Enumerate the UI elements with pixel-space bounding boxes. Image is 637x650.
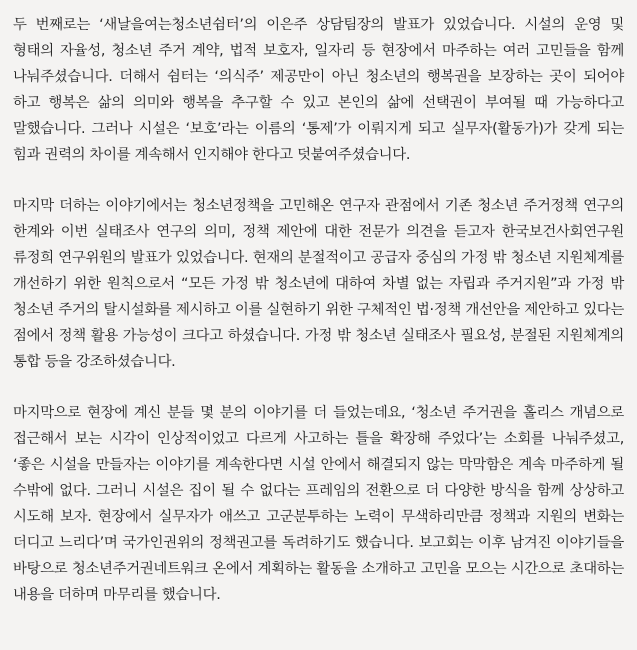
paragraph-second-presentation: 두 번째로는 ‘새날을여는청소년쉼터’의 이은주 상담팀장의 발표가 있었습니다. 시설의 운영 및 형태의 자율성, 청소년 주거 계약, 법적 보호자, 일자리 등 현장에서 마주하는 여러 고민들을 함께 나눠주셨습니다. 더해서 쉼터는 ‘의식주’ 제공만이 아닌 청소년의 행복권을 보장하는 곳이 되어야 하고 행복은 삶의 의미와 행복을 추구할 수 있고 본인의 삶에 선택권이 부여될 때 가능하다고 말했습니다. 그러나 시설은 ‘보호’라는 이름의 ‘통제’가 이뤄지게 되고 실무자(활동가)가 갖게 되는 힘과 권력의 차이를 계속해서 인지해야 한다고 덧붙여주셨습니다. xyxy=(13,17,624,163)
paragraph-closing-remarks: 마지막으로 현장에 계신 분들 몇 분의 이야기를 더 들었는데요, ‘청소년 주거권을 홀리스 개념으로 접근해서 보는 시각이 인상적이었고 다르게 사고하는 틀을 확장해 주었다’는 소회를 나눠주셨고, ‘좋은 시설을 만들자는 이야기를 계속한다면 시설 안에서 해결되지 않는 막막함은 계속 마주하게 될 수밖에 없다. 그러니 시설은 집이 될 수 없다는 프레임의 전환으로 더 다양한 방식을 함께 상상하고 시도해 보자. 현장에서 실무자가 애쓰고 고군분투하는 노력이 무색하리만큼 정책과 지원의 변화는 더디고 느리다’며 국가인권위의 정책권고를 독려하기도 했습니다. 보고회는 이후 남겨진 이야기들을 바탕으로 청소년주거권네트워크 온에서 계획하는 활동을 소개하고 고민을 모으는 시간으로 초대하는 내용을 더하며 마무리를 했습니다. xyxy=(13,405,624,603)
paragraph-researcher-presentation: 마지막 더하는 이야기에서는 청소년정책을 고민해온 연구자 관점에서 기존 청소년 주거정책 연구의 한계와 이번 실태조사 연구의 의미, 정책 제안에 대한 전문가 의견을 듣고자 한국보건사회연구원 류정희 연구위원의 발표가 있었습니다. 현재의 분절적이고 공급자 중심의 가정 밖 청소년 지원체계를 개선하기 위한 원칙으로서 “모든 가정 밖 청소년에 대하여 차별 없는 자립과 주거지원”과 가정 밖 청소년 주거의 탈시설화를 제시하고 이를 실현하기 위한 구체적인 법·정책 개선안을 제안하고 있다는 점에서 정책 활용 가능성이 크다고 하셨습니다. 가정 밖 청소년 실태조사 필요성, 분절된 지원체계의 통합 등을 강조하셨습니다. xyxy=(13,198,624,370)
